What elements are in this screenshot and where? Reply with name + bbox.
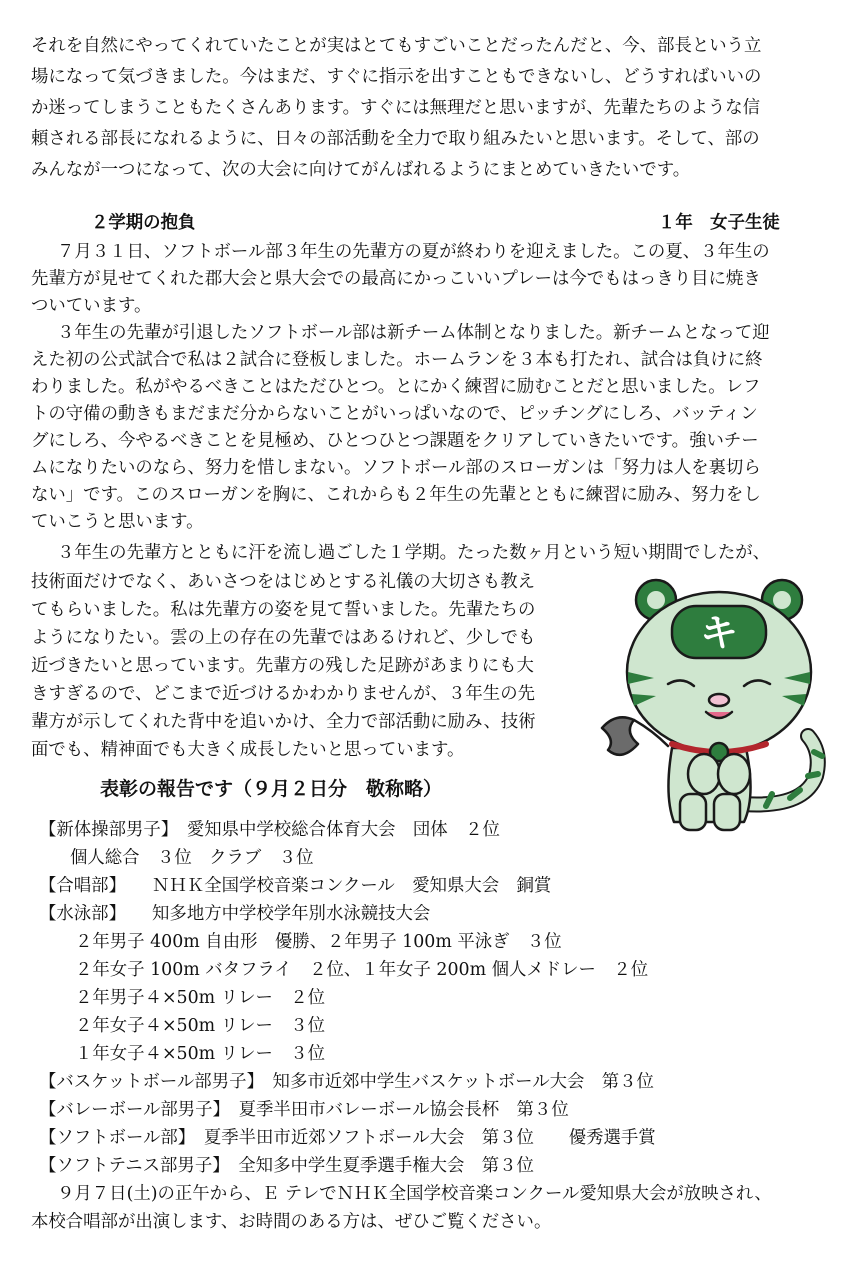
essay-line: 面でも、精神面でも大きく成長したいと思っています。 [31,740,465,760]
intro-line: それを自然にやってくれていたことが実はとてもすごいことだったんだと、今、部長という立 [31,36,762,56]
essay-title: ２学期の抱負 [91,213,196,233]
award-line: 【ソフトテニス部男子】 全知多中学生夏季選手権大会 第３位 [39,1156,534,1176]
essay-line: ない」です。このスローガンを胸に、これからも２年生の先輩とともに練習に励み、努力をし [31,485,761,505]
notice-line: ９月７日(土)の正午から、Ｅ テレでＮＨＫ全国学校音楽コンクール愛知県大会が放映され、 [57,1184,772,1204]
award-line: １年女子４×50m リレー ３位 [75,1044,326,1064]
awards-heading: 表彰の報告です（９月２日分 敬称略） [100,778,443,800]
essay-line: トの守備の動きもまだまだ分からないことがいっぱいなので、ピッチングにしろ、バッティン [31,404,758,424]
notice-line: 本校合唱部が出演します、お時間のある方は、ぜひご覧ください。 [31,1212,552,1232]
essay-line: わりました。私がやるべきことはただひとつ。とにかく練習に励むことだと思いました。レフ [31,377,761,397]
award-line: 【バレーボール部男子】 夏季半田市バレーボール協会長杯 第３位 [39,1100,569,1120]
essay-line: ７月３１日、ソフトボール部３年生の先輩方の夏が終わりを迎えました。この夏、３年生の [57,242,770,262]
mascot-badge-glyph: キ [699,611,739,655]
award-line: 【ソフトボール部】 夏季半田市近郊ソフトボール大会 第３位 優秀選手賞 [39,1128,656,1148]
intro-line: みんなが一つになって、次の大会に向けてがんばれるようにまとめていきたいです。 [31,160,691,180]
essay-author: １年 女子生徒 [658,213,780,233]
essay-line: ようになりたい。雲の上の存在の先輩ではあるけれど、少しでも [31,628,536,648]
award-line: 【バスケットボール部男子】 知多市近郊中学生バスケットボール大会 第３位 [39,1072,654,1092]
essay-line: てもらいました。私は先輩方の姿を見て誓いました。先輩たちの [31,600,536,620]
essay-line: 先輩方が見せてくれた郡大会と県大会での最高にかっこいいプレーは今でもはっきり目に焼き [31,269,761,289]
intro-line: 場になって気づきました。今はまだ、すぐに指示を出すこともできないし、どうすればいいの [31,67,762,87]
award-line: 【新体操部男子】 愛知県中学校総合体育大会 団体 ２位 [39,820,500,840]
award-line: 個人総合 ３位 クラブ ３位 [70,848,314,868]
essay-line: えた初の公式試合で私は２試合に登板しました。ホームランを３本も打たれ、試合は負けに終 [31,350,763,370]
essay-line: ムになりたいのなら、努力を惜しまない。ソフトボール部のスローガンは「努力は人を裏切ら [31,458,761,478]
essay-line: ていこうと思います。 [31,512,204,532]
award-line: ２年男子４×50m リレー ２位 [75,988,326,1008]
award-line: ２年女子 100m バタフライ ２位、１年女子 200m 個人メドレー ２位 [75,960,649,980]
essay-line: 輩方が示してくれた背中を追いかけ、全力で部活動に励み、技術 [31,712,536,732]
essay-line: ３年生の先輩方とともに汗を流し過ごした１学期。たった数ヶ月という短い期間でしたが、 [57,543,771,563]
award-line: 【水泳部】 知多地方中学校学年別水泳競技大会 [39,904,431,924]
intro-line: か迷ってしまうこともたくさんあります。すぐには無理だと思いますが、先輩たちのような信 [31,98,761,118]
essay-line: ３年生の先輩が引退したソフトボール部は新チーム体制となりました。新チームとなって迎 [57,323,770,343]
essay-line: 技術面だけでなく、あいさつをはじめとする礼儀の大切さも教え [31,572,535,592]
essay-line: 近づきたいと思っています。先輩方の残した足跡があまりにも大 [31,656,534,676]
essay-line: グにしろ、今やるべきことを見極め、ひとつひとつ課題をクリアしていきたいです。強いチー [31,431,759,451]
award-line: ２年女子４×50m リレー ３位 [75,1016,326,1036]
tiger-mascot-icon [594,576,830,838]
award-line: 【合唱部】 ＮＨＫ全国学校音楽コンクール 愛知県大会 銅賞 [39,876,552,896]
award-line: ２年男子 400m 自由形 優勝、２年男子 100m 平泳ぎ ３位 [75,932,562,952]
essay-line: きすぎるので、どこまで近づけるかわかりませんが、３年生の先 [31,684,535,704]
essay-line: ついています。 [31,296,152,316]
intro-line: 頼される部長になれるように、日々の部活動を全力で取り組みたいと思います。そして、部の [31,129,760,149]
